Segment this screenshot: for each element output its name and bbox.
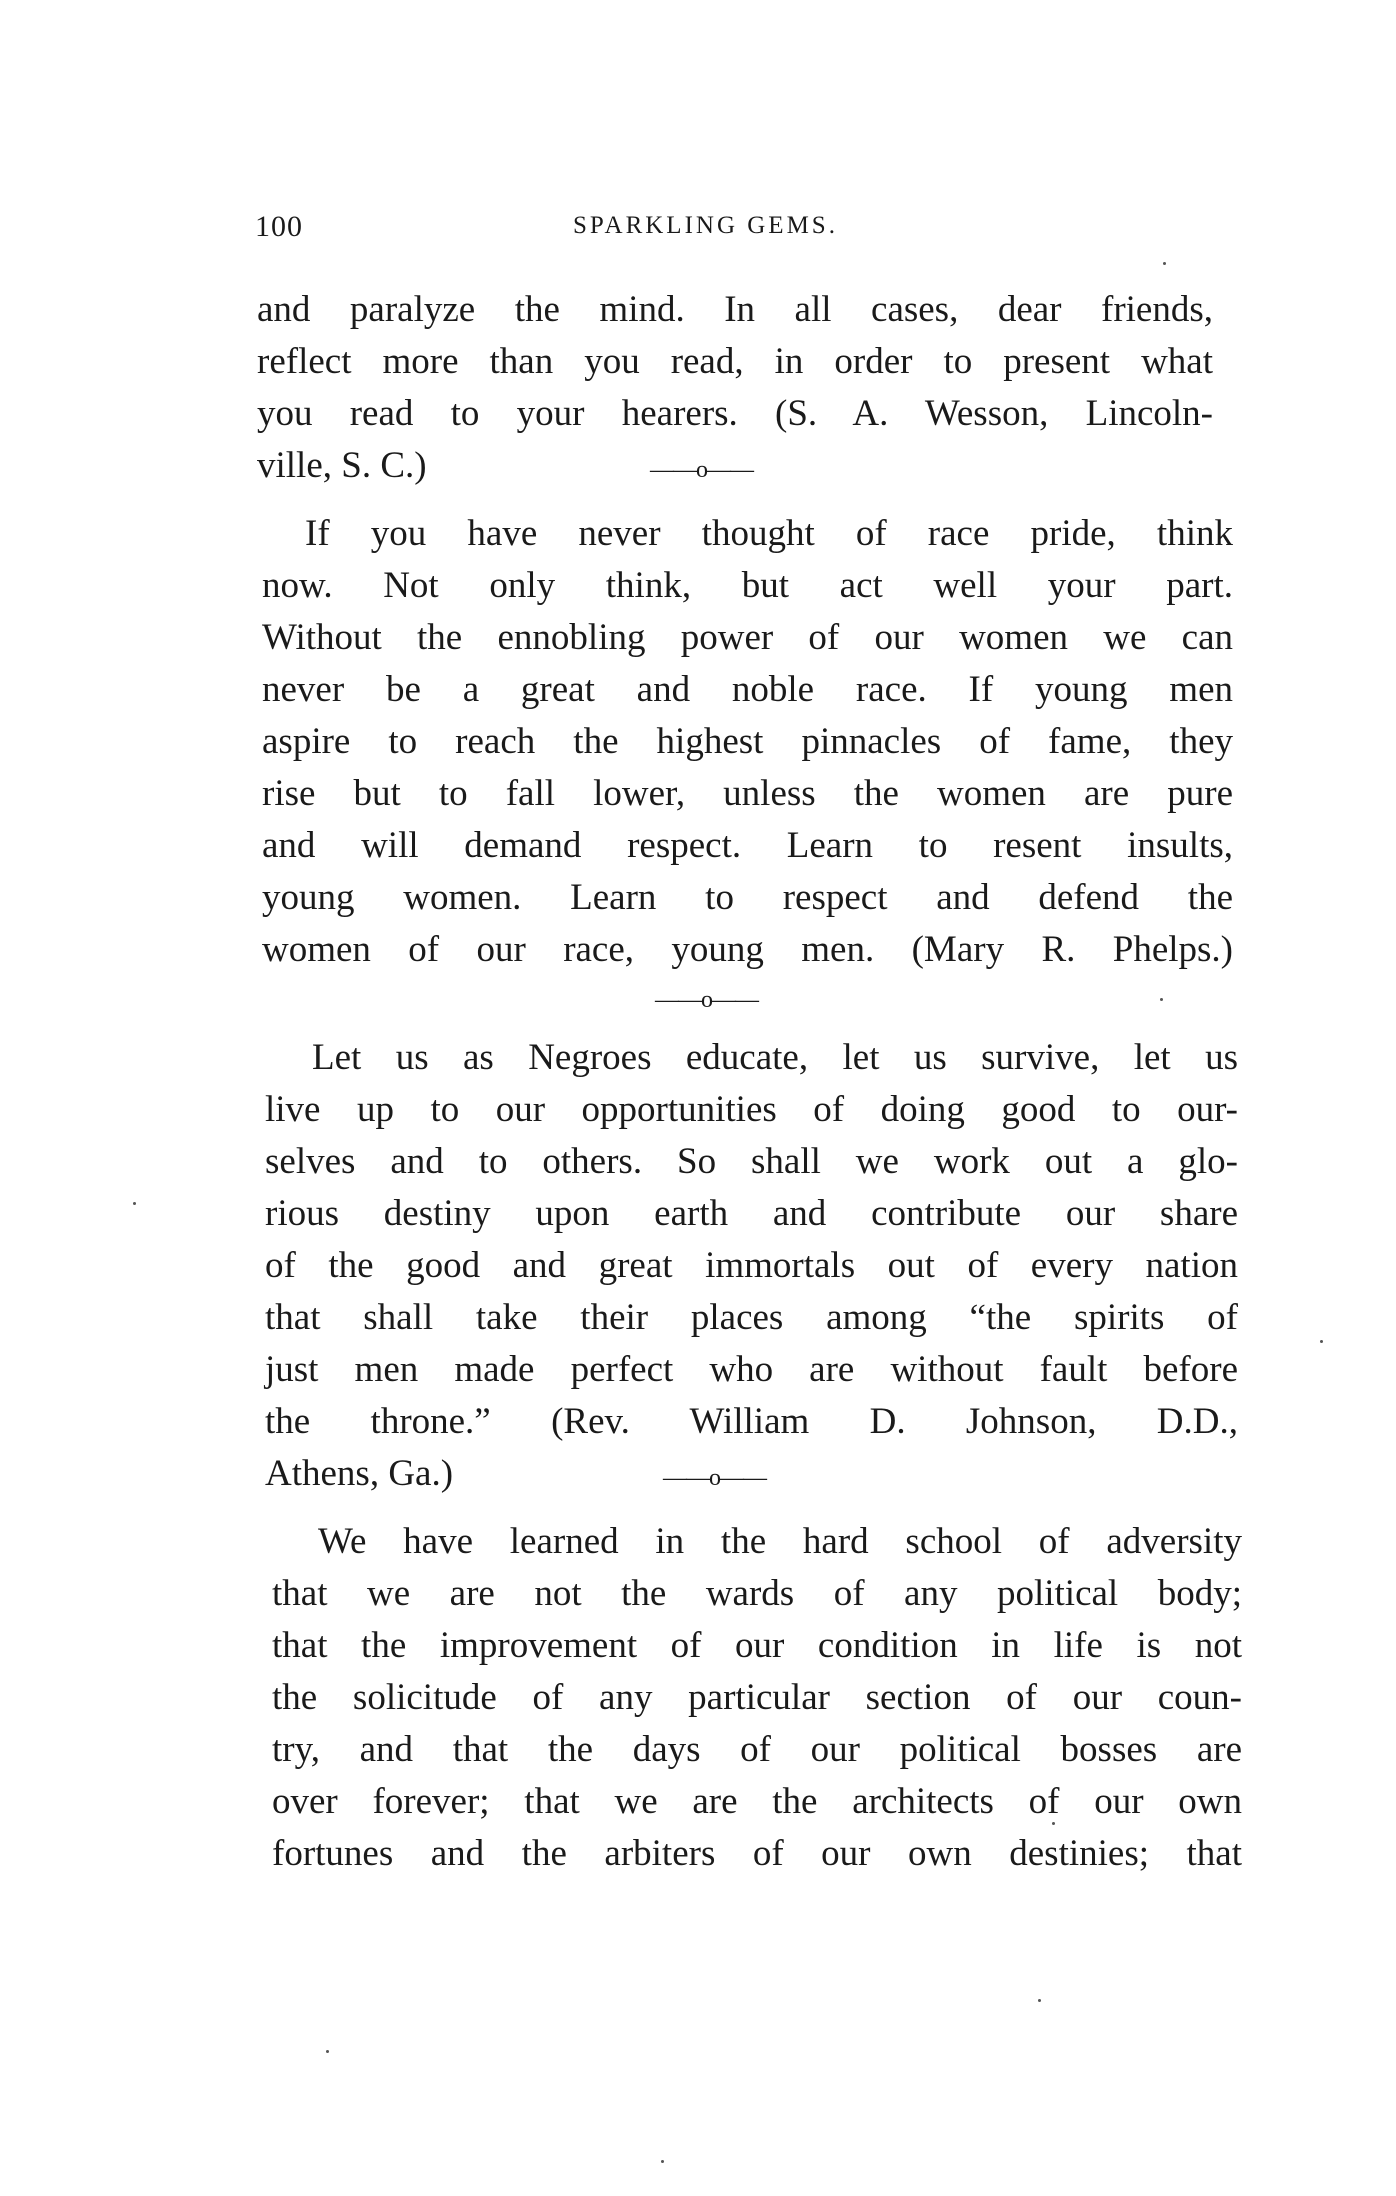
text-line: over forever; that we are the architects of our own <box>272 1781 1242 1822</box>
scan-speck <box>1052 1822 1055 1825</box>
text-line: fortunes and the arbiters of our own destinies; that <box>272 1833 1242 1874</box>
text-line: and will demand respect. Learn to resent insults, <box>262 825 1233 866</box>
text-line: rise but to fall lower, unless the women are pure <box>262 773 1233 814</box>
text-line: that the improvement of our condition in life is not <box>272 1625 1242 1666</box>
section-separator: ——o—— <box>663 1465 766 1491</box>
text-line: rious destiny upon earth and contribute our share <box>265 1193 1238 1234</box>
text-line: We have learned in the hard school of adversity <box>318 1521 1242 1562</box>
text-line: and paralyze the mind. In all cases, dear friends, <box>257 289 1213 330</box>
section-separator: ——o—— <box>655 987 758 1013</box>
scan-speck <box>1160 998 1163 1001</box>
text-line: Let us as Negroes educate, let us survive, let us <box>312 1037 1238 1078</box>
section-separator: ——o—— <box>650 457 753 483</box>
scan-speck <box>1038 1999 1041 2002</box>
scan-speck <box>133 1202 136 1205</box>
text-line: never be a great and noble race. If young men <box>262 669 1233 710</box>
text-line: If you have never thought of race pride, think <box>305 513 1233 554</box>
text-line: of the good and great immortals out of every nation <box>265 1245 1238 1286</box>
scan-speck <box>661 2160 664 2163</box>
running-head <box>255 210 1215 250</box>
scan-speck <box>1163 262 1166 265</box>
text-line: that we are not the wards of any political body; <box>272 1573 1242 1614</box>
text-line: women of our race, young men. (Mary R. Phelps.) <box>262 929 1233 970</box>
scan-speck <box>1320 1340 1323 1343</box>
text-line: Athens, Ga.) <box>265 1453 454 1494</box>
text-line: the solicitude of any particular section of our coun- <box>272 1677 1242 1718</box>
running-title: SPARKLING GEMS. <box>573 212 838 239</box>
text-line: the throne.” (Rev. William D. Johnson, D.D., <box>265 1401 1238 1442</box>
text-line: that shall take their places among “the spirits of <box>265 1297 1238 1338</box>
text-line: selves and to others. So shall we work out a glo- <box>265 1141 1238 1182</box>
text-line: try, and that the days of our political bosses are <box>272 1729 1242 1770</box>
text-line: now. Not only think, but act well your part. <box>262 565 1233 606</box>
scan-speck <box>326 2050 329 2053</box>
page-number: 100 <box>255 210 303 243</box>
text-line: young women. Learn to respect and defend the <box>262 877 1233 918</box>
text-line: reflect more than you read, in order to present what <box>257 341 1213 382</box>
text-line: ville, S. C.) <box>257 445 427 486</box>
text-line: live up to our opportunities of doing good to our- <box>265 1089 1238 1130</box>
text-line: just men made perfect who are without fault before <box>265 1349 1238 1390</box>
text-line: Without the ennobling power of our women we can <box>262 617 1233 658</box>
text-line: you read to your hearers. (S. A. Wesson, Lincoln- <box>257 393 1213 434</box>
text-line: aspire to reach the highest pinnacles of fame, they <box>262 721 1233 762</box>
